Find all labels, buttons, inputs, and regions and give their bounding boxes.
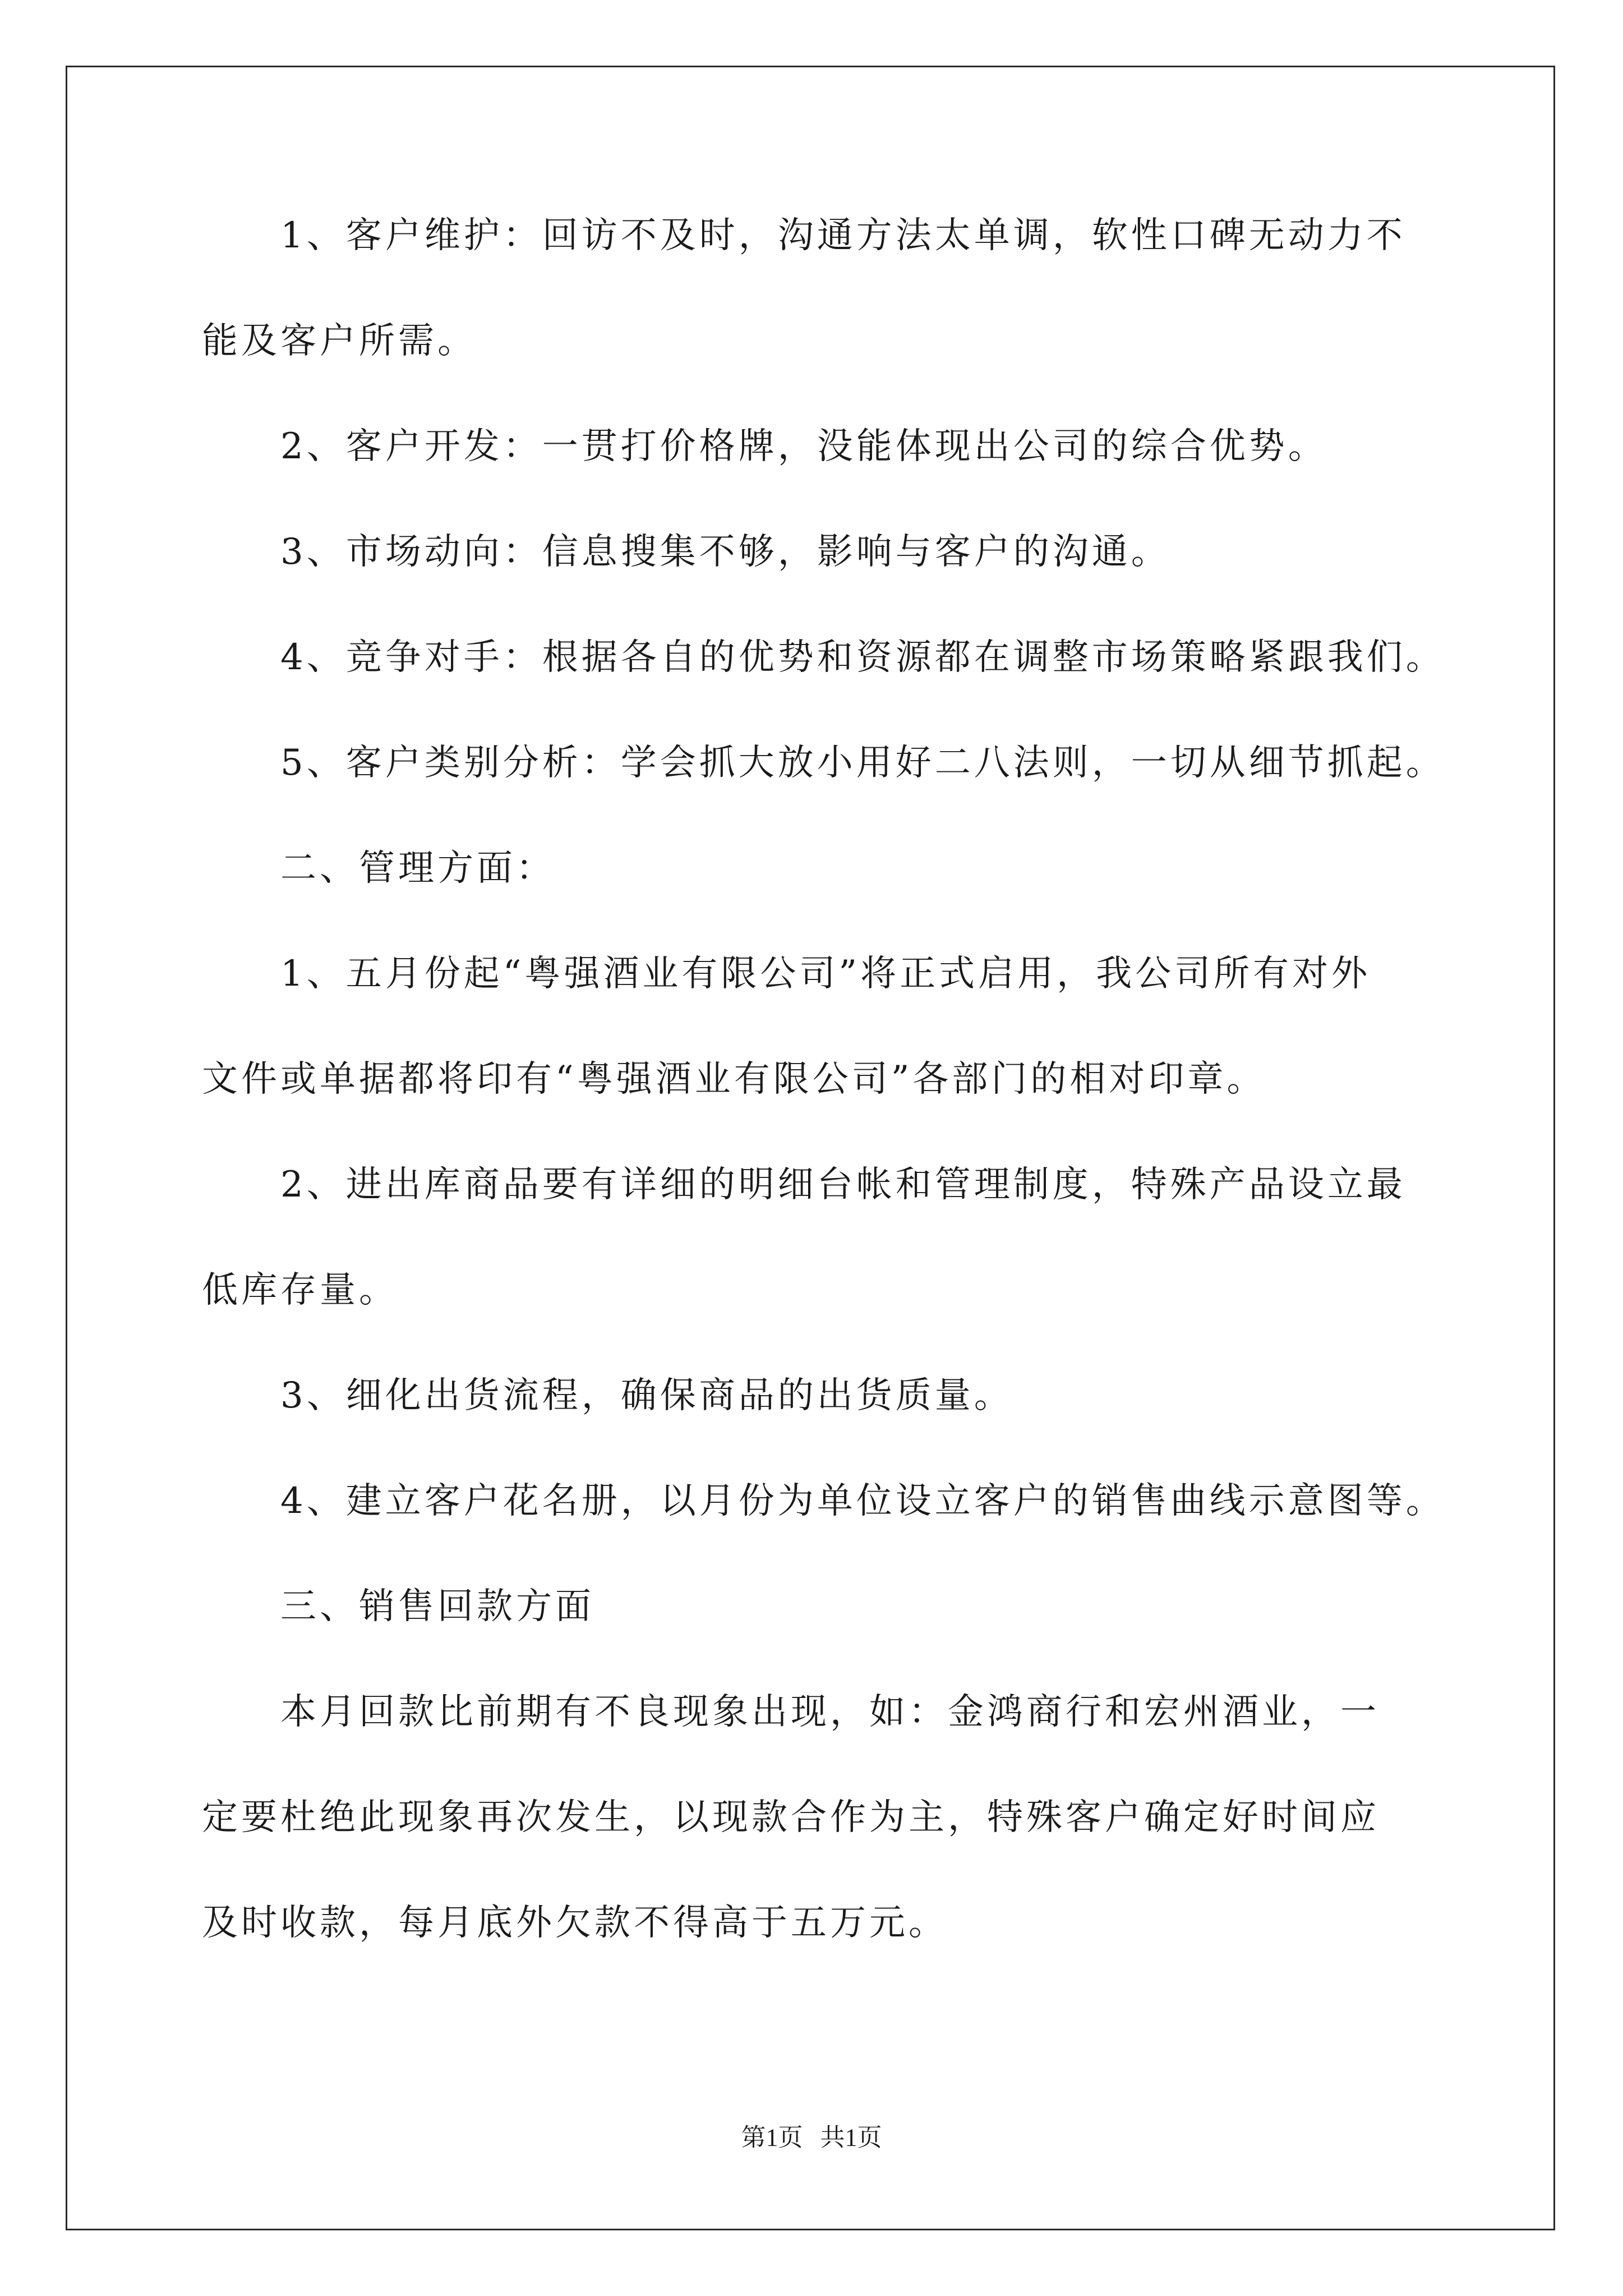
paragraph-line: 文件或单据都将印有“粤强酒业有限公司”各部门的相对印章。 (202, 1059, 1266, 1100)
page-number-current: 第1页 (741, 2124, 803, 2151)
paragraph-line: 2、进出库商品要有详细的明细台帐和管理制度，特殊产品设立最 (280, 1164, 1406, 1205)
paragraph-line: 3、细化出货流程，确保商品的出货质量。 (280, 1375, 1013, 1416)
paragraph-line: 1、客户维护：回访不及时，沟通方法太单调，软性口碑无动力不 (280, 215, 1406, 256)
paragraph-line: 能及客户所需。 (202, 320, 477, 362)
paragraph-line: 4、建立客户花名册，以月份为单位设立客户的销售曲线示意图等。 (280, 1480, 1445, 1522)
section-heading: 二、管理方面： (280, 848, 555, 889)
paragraph-line: 4、竞争对手：根据各自的优势和资源都在调整市场策略紧跟我们。 (280, 637, 1445, 678)
paragraph-line: 低库存量。 (202, 1269, 398, 1311)
paragraph-line: 3、市场动向：信息搜集不够，影响与客户的沟通。 (280, 531, 1170, 573)
paragraph-line: 2、客户开发：一贯打价格牌，没能体现出公司的综合优势。 (280, 426, 1327, 467)
page-number-total: 共1页 (820, 2124, 882, 2151)
paragraph-line: 本月回款比前期有不良现象出现，如：金鸿商行和宏州酒业，一 (280, 1691, 1380, 1733)
section-heading: 三、销售回款方面 (280, 1586, 594, 1627)
paragraph-line: 5、客户类别分析：学会抓大放小用好二八法则，一切从细节抓起。 (280, 742, 1445, 784)
paragraph-line: 及时收款，每月底外欠款不得高于五万元。 (202, 1902, 948, 1944)
paragraph-line: 定要杜绝此现象再次发生，以现款合作为主，特殊客户确定好时间应 (202, 1797, 1380, 1838)
page-footer (0, 2122, 1623, 2154)
paragraph-line: 1、五月份起“粤强酒业有限公司”将正式启用，我公司所有对外 (280, 953, 1371, 995)
